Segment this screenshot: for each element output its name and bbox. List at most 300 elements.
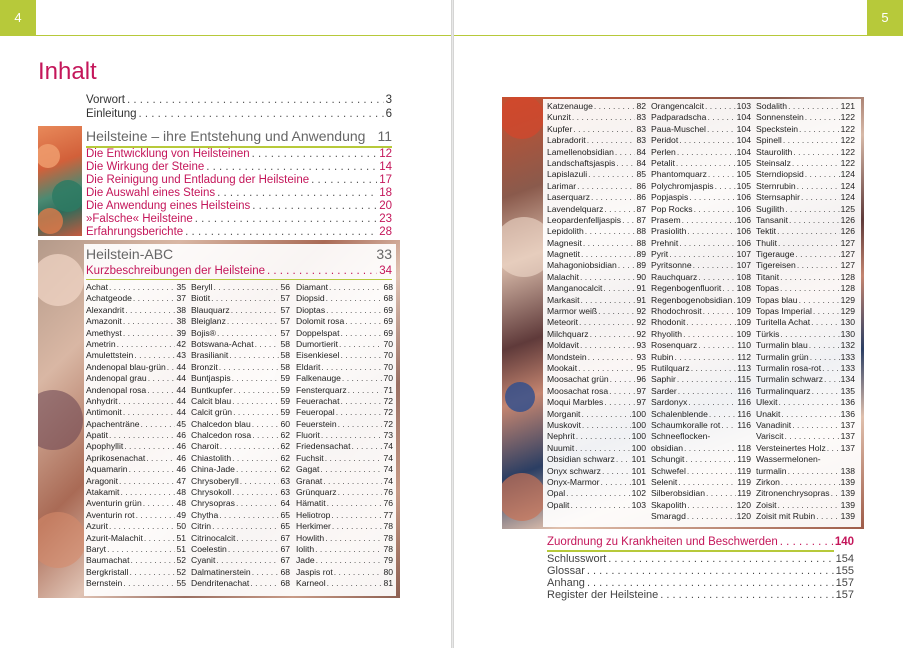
stone-index-entry[interactable] (296, 441, 393, 452)
dot-leader (580, 340, 635, 351)
stone-index-entry[interactable] (86, 533, 186, 544)
dot-leader (792, 420, 839, 431)
stone-index-entry[interactable] (756, 272, 855, 283)
stone-index-entry[interactable] (756, 181, 855, 192)
stone-index-entry[interactable] (756, 238, 855, 249)
stone-index-entry[interactable] (756, 306, 855, 317)
stone-name: Topas (756, 283, 779, 294)
stone-index-entry[interactable] (191, 373, 290, 384)
stone-index-entry[interactable] (191, 476, 290, 487)
stone-page: 84 (636, 157, 646, 168)
stone-index-entry[interactable] (296, 328, 393, 339)
dot-leader (707, 112, 735, 123)
stone-name: Lavendelquarz (547, 203, 604, 214)
stone-index-entry[interactable] (651, 500, 751, 511)
stone-index-entry[interactable] (86, 293, 186, 304)
stone-index-entry[interactable] (191, 498, 290, 509)
stone-index-entry[interactable] (547, 420, 646, 431)
stone-index-entry[interactable] (296, 578, 393, 589)
stone-index-entry[interactable] (296, 510, 393, 521)
dot-leader (778, 238, 840, 249)
stone-index-entry[interactable] (86, 328, 186, 339)
stone-index-entry[interactable] (651, 181, 751, 192)
stone-index-entry[interactable] (86, 510, 186, 521)
stone-index-entry[interactable] (191, 293, 290, 304)
stone-name: Turmalin grün (756, 351, 809, 362)
stone-index-entry[interactable] (547, 192, 646, 203)
stone-name: Titanit (756, 271, 780, 282)
stone-index-entry[interactable] (651, 317, 751, 328)
dot-leader (327, 498, 383, 509)
stone-index-entry[interactable] (547, 169, 646, 180)
toc-entry-register[interactable]: Register der Heilsteine . . . 157 (547, 589, 854, 602)
stone-index-entry[interactable] (296, 339, 393, 350)
stone-index-entry[interactable] (756, 283, 855, 294)
dot-leader (585, 226, 636, 237)
stone-name: Nephrit (547, 431, 575, 442)
stone-index-entry[interactable] (651, 226, 751, 237)
left-column-1 (86, 282, 186, 590)
stone-index-entry[interactable] (86, 521, 186, 532)
stone-index-entry[interactable] (756, 397, 855, 408)
stone-index-entry[interactable] (191, 396, 290, 407)
toc-entry-erfahrung[interactable]: Erfahrungsberichte . . . 28 (86, 226, 392, 239)
toc-entry-anhang[interactable]: Anhang . . . 157 (547, 577, 854, 590)
stone-page: 133 (840, 362, 855, 373)
stone-index-entry[interactable] (547, 283, 646, 294)
stone-name: Landschaftsjaspis (547, 157, 616, 168)
stone-index-entry[interactable] (86, 555, 186, 566)
dot-leader (824, 374, 840, 385)
stone-index-entry[interactable] (86, 430, 186, 441)
stone-index-entry[interactable] (756, 204, 855, 215)
stone-index-entry[interactable] (547, 431, 646, 442)
stone-index-entry[interactable] (191, 407, 290, 418)
stone-index-entry[interactable] (86, 487, 186, 498)
stone-index-entry[interactable] (296, 453, 393, 464)
stone-page: 68 (383, 282, 393, 292)
stone-index-entry[interactable] (296, 533, 393, 544)
stone-index-entry[interactable] (547, 124, 646, 135)
stone-index-entry[interactable] (191, 328, 290, 339)
stone-index-entry[interactable] (756, 215, 855, 226)
stone-index-entry[interactable] (296, 487, 393, 498)
dot-leader (698, 272, 735, 283)
stone-index-entry[interactable] (651, 420, 751, 431)
stone-index-entry[interactable] (651, 409, 751, 420)
dot-leader (783, 135, 840, 146)
stone-index-entry[interactable] (86, 396, 186, 407)
stone-index-entry[interactable] (296, 362, 393, 373)
stone-index-entry[interactable] (191, 305, 290, 316)
stone-index-entry[interactable] (86, 282, 186, 293)
stone-name: Rubin (651, 351, 674, 362)
stone-page: 122 (840, 135, 855, 146)
stone-name: Heliotrop (296, 509, 331, 520)
stone-index-entry[interactable] (547, 329, 646, 340)
stone-index-entry[interactable] (756, 192, 855, 203)
stone-index-entry[interactable] (651, 454, 751, 465)
stone-index-entry[interactable] (756, 488, 855, 499)
stone-index-entry[interactable] (756, 352, 855, 363)
dot-leader (326, 305, 382, 316)
stone-index-entry[interactable] (296, 430, 393, 441)
section1-heading[interactable]: Heilsteine – ihre Entstehung und Anwendung 11 (86, 128, 392, 145)
stone-page: 57 (280, 316, 290, 327)
stone-index-entry[interactable] (296, 293, 393, 304)
stone-index-entry[interactable] (547, 204, 646, 215)
toc-entry-anwendung[interactable]: Die Anwendung eines Heilsteins . . . 20 (86, 200, 392, 213)
toc-entry-einleitung[interactable]: Einleitung . . . 6 (86, 108, 392, 121)
stone-page: 55 (176, 578, 186, 589)
dot-leader (338, 419, 383, 430)
stone-index-entry[interactable] (651, 363, 751, 374)
stone-page: 137 (840, 431, 855, 442)
stone-page: 43 (176, 350, 186, 361)
stone-name: Ulexit (756, 397, 778, 408)
stone-index-entry[interactable] (651, 260, 751, 271)
stone-index-entry[interactable] (86, 362, 186, 373)
dot-leader (117, 339, 176, 350)
stone-index-entry[interactable] (86, 476, 186, 487)
stone-index-entry[interactable] (86, 544, 186, 555)
stone-index-entry[interactable] (547, 454, 646, 465)
stone-page: 92 (636, 328, 646, 339)
toc-entry-vorwort[interactable]: Vorwort . . . 3 (86, 94, 392, 107)
stone-index-entry[interactable] (756, 420, 855, 431)
stone-index-entry[interactable] (756, 147, 855, 158)
stone-name: Aquamarin (86, 464, 128, 475)
dot-leader (801, 192, 840, 203)
stone-index-entry[interactable] (651, 169, 751, 180)
stone-name: Aventurin rot (86, 509, 135, 520)
stone-name: Diopsid (296, 293, 325, 304)
stone-index-entry[interactable] (547, 466, 646, 477)
stone-index-entry[interactable] (651, 466, 751, 477)
stone-index-entry[interactable] (191, 464, 290, 475)
stone-index-entry[interactable] (756, 317, 855, 328)
stone-index-entry[interactable] (547, 295, 646, 306)
stone-page: 89 (636, 249, 646, 260)
stone-name: Kupfer (547, 123, 573, 134)
stone-index-entry[interactable] (756, 500, 855, 511)
stone-index-entry[interactable] (756, 158, 855, 169)
stone-index-entry[interactable] (756, 340, 855, 351)
stone-index-entry[interactable] (86, 578, 186, 589)
section2-subtitle[interactable]: Kurzbeschreibungen der Heilsteine . . . 34 (86, 265, 392, 278)
stone-index-entry[interactable] (191, 555, 290, 566)
stone-page: 108 (736, 271, 751, 282)
stone-index-entry[interactable] (547, 443, 646, 454)
stone-index-entry[interactable] (86, 498, 186, 509)
dot-leader (216, 555, 279, 566)
stone-index-entry[interactable] (756, 124, 855, 135)
dot-leader (707, 124, 736, 135)
stone-index-entry[interactable] (756, 431, 855, 442)
stone-name: Chytha (191, 509, 219, 520)
stone-index-entry[interactable] (191, 419, 290, 430)
dot-leader (788, 101, 840, 112)
stone-index-entry[interactable] (547, 488, 646, 499)
stone-index-entry[interactable] (296, 419, 393, 430)
stone-index-entry[interactable] (296, 567, 393, 578)
stone-index-entry[interactable] (651, 204, 751, 215)
stone-index-entry[interactable] (651, 238, 751, 249)
stone-index-entry[interactable] (191, 316, 290, 327)
stone-index-entry[interactable] (756, 169, 855, 180)
stone-index-entry[interactable] (547, 500, 646, 511)
toc-entry-entwicklung[interactable]: Die Entwicklung von Heilsteinen . . . 12 (86, 148, 392, 161)
stone-index-entry[interactable] (651, 192, 751, 203)
stone-index-entry[interactable] (547, 386, 646, 397)
dot-leader (601, 477, 631, 488)
stone-index-entry[interactable] (191, 544, 290, 555)
stone-index-entry[interactable] (296, 385, 393, 396)
stone-index-entry[interactable] (547, 112, 646, 123)
stone-index-entry[interactable] (86, 453, 186, 464)
right-column-3 (756, 101, 855, 522)
stone-index-entry[interactable] (547, 477, 646, 488)
stone-name: Variscit (756, 431, 784, 442)
dot-leader (119, 396, 176, 407)
stone-index-entry[interactable] (756, 409, 855, 420)
stone-index-entry[interactable] (756, 477, 855, 488)
toc-entry-auswahl[interactable]: Die Auswahl eines Steins . . . 18 (86, 187, 392, 200)
stone-page: 57 (280, 293, 290, 304)
dot-leader (604, 204, 635, 215)
stone-index-entry[interactable] (86, 567, 186, 578)
stone-index-entry[interactable] (756, 443, 855, 454)
dot-leader (146, 453, 175, 464)
toc-entry-reinigung[interactable]: Die Reinigung und Entladung der Heilsteine . . . 17 (86, 174, 392, 187)
dot-leader (809, 340, 840, 351)
stone-index-entry[interactable] (191, 430, 290, 441)
stone-page: 88 (636, 237, 646, 248)
dot-leader (682, 215, 736, 226)
stone-index-entry[interactable] (756, 454, 855, 477)
dot-leader (813, 306, 840, 317)
stone-index-entry[interactable] (296, 521, 393, 532)
stone-index-entry[interactable] (86, 373, 186, 384)
dot-leader (136, 510, 176, 521)
stone-page: 80 (383, 566, 393, 577)
stone-index-entry[interactable] (547, 306, 646, 317)
stone-index-entry[interactable] (296, 305, 393, 316)
stone-index-entry[interactable] (86, 316, 186, 327)
stone-index-entry[interactable] (86, 385, 186, 396)
stone-index-entry[interactable] (547, 409, 646, 420)
stone-index-entry[interactable] (547, 158, 646, 169)
stone-index-entry[interactable] (651, 124, 751, 135)
stone-index-entry[interactable] (756, 386, 855, 397)
stone-index-entry[interactable] (86, 305, 186, 316)
stone-name: Muskovit (547, 419, 581, 430)
stone-index-entry[interactable] (547, 397, 646, 408)
stone-index-entry[interactable] (547, 181, 646, 192)
stone-index-entry[interactable] (547, 101, 646, 112)
stone-index-entry[interactable] (191, 441, 290, 452)
dot-leader (123, 407, 176, 418)
stone-index-entry[interactable] (191, 362, 290, 373)
stone-name: Fuchsit (296, 452, 324, 463)
stone-index-entry[interactable] (86, 464, 186, 475)
stone-index-entry[interactable] (296, 282, 393, 293)
stone-page: 64 (280, 498, 290, 509)
stone-index-entry[interactable] (296, 373, 393, 384)
stone-index-entry[interactable] (547, 238, 646, 249)
stone-index-entry[interactable] (547, 147, 646, 158)
stone-index-entry[interactable] (191, 282, 290, 293)
stone-index-entry[interactable] (547, 249, 646, 260)
stone-index-entry[interactable] (756, 295, 855, 306)
stone-page: 68 (280, 578, 290, 589)
stone-index-entry[interactable] (651, 306, 751, 317)
stone-index-entry[interactable] (86, 350, 186, 361)
stone-index-entry[interactable] (651, 135, 751, 146)
stone-index-entry[interactable] (651, 431, 751, 454)
stone-index-entry[interactable] (756, 329, 855, 340)
stone-index-entry[interactable] (296, 544, 393, 555)
stone-index-entry[interactable] (756, 135, 855, 146)
stone-index-entry[interactable] (756, 112, 855, 123)
stone-index-entry[interactable] (296, 316, 393, 327)
dot-leader (677, 374, 736, 385)
stone-index-entry[interactable] (756, 249, 855, 260)
stone-page: 96 (636, 374, 646, 385)
stone-index-entry[interactable] (86, 441, 186, 452)
stone-index-entry[interactable] (296, 407, 393, 418)
stone-index-entry[interactable] (296, 396, 393, 407)
section2-heading[interactable]: Heilstein-ABC 33 (86, 246, 392, 262)
stone-index-entry[interactable] (296, 498, 393, 509)
stone-index-entry[interactable] (651, 329, 751, 340)
dot-leader (236, 464, 279, 475)
stone-page: 137 (840, 442, 855, 453)
stone-page: 88 (636, 226, 646, 237)
dot-leader (147, 385, 175, 396)
stone-index-entry[interactable] (191, 510, 290, 521)
stone-index-entry[interactable] (547, 272, 646, 283)
dot-leader (831, 488, 840, 499)
stone-index-entry[interactable] (756, 363, 855, 374)
stone-index-entry[interactable] (191, 385, 290, 396)
stone-index-entry[interactable] (651, 283, 751, 294)
toc-entry-wirkung[interactable]: Die Wirkung der Steine . . . 14 (86, 161, 392, 174)
stone-index-entry[interactable] (756, 101, 855, 112)
stone-index-entry[interactable] (651, 488, 751, 499)
toc-entry-glossar[interactable]: Glossar . . . 155 (547, 565, 854, 578)
dot-leader (575, 443, 630, 454)
dot-leader (326, 293, 383, 304)
stone-index-entry[interactable] (191, 339, 290, 350)
stone-name: Prehnit (651, 237, 679, 248)
stone-index-entry[interactable] (651, 215, 751, 226)
dot-leader (598, 306, 635, 317)
stone-index-entry[interactable] (296, 464, 393, 475)
stone-index-entry[interactable] (651, 352, 751, 363)
stone-index-entry[interactable] (191, 533, 290, 544)
stone-index-entry[interactable] (296, 476, 393, 487)
stone-page: 71 (383, 384, 393, 395)
dot-leader (785, 204, 839, 215)
stone-page: 72 (383, 395, 393, 406)
stone-index-entry[interactable] (191, 578, 290, 589)
stone-index-entry[interactable] (547, 340, 646, 351)
stone-index-entry[interactable] (651, 374, 751, 385)
toc-entry-zuordnung[interactable]: Zuordnung zu Krankheiten und Beschwerden . . . 140 (547, 536, 854, 549)
stone-index-entry[interactable] (756, 226, 855, 237)
stone-name: Diamant (296, 282, 328, 292)
stone-index-entry[interactable] (756, 511, 855, 522)
stone-name: Turmalinquarz (756, 385, 811, 396)
stone-index-entry[interactable] (651, 386, 751, 397)
stone-index-entry[interactable] (651, 112, 751, 123)
stone-name: Markasit (547, 294, 580, 305)
stone-page: 122 (840, 157, 855, 168)
stone-name: Zirkon (756, 476, 780, 487)
dot-leader (582, 420, 631, 431)
dot-leader (779, 397, 840, 408)
stone-index-entry[interactable] (547, 352, 646, 363)
stone-index-entry[interactable] (296, 350, 393, 361)
stone-index-entry[interactable] (651, 158, 751, 169)
stone-index-entry[interactable] (191, 350, 290, 361)
stone-index-entry[interactable] (651, 147, 751, 158)
stone-index-entry[interactable] (547, 260, 646, 271)
stone-index-entry[interactable] (651, 340, 751, 351)
section1-stones-illustration (38, 126, 82, 236)
stone-page: 106 (736, 192, 751, 203)
stone-index-entry[interactable] (191, 453, 290, 464)
stone-name: Wassermelonen- (756, 454, 821, 465)
stone-name: Baryt (86, 543, 107, 554)
stone-name: Andenopal rosa (86, 384, 147, 395)
stone-name: Citrin (191, 521, 212, 532)
dot-leader (583, 238, 636, 249)
stone-index-entry[interactable] (756, 374, 855, 385)
stone-index-entry[interactable] (86, 407, 186, 418)
stone-index-entry[interactable] (86, 339, 186, 350)
stone-page: 95 (636, 362, 646, 373)
stone-index-entry[interactable] (756, 260, 855, 271)
stone-index-entry[interactable] (651, 397, 751, 408)
stone-index-entry[interactable] (191, 521, 290, 532)
stone-index-entry[interactable] (547, 363, 646, 374)
stone-index-entry[interactable] (651, 477, 751, 488)
stone-page: 101 (631, 476, 646, 487)
stone-index-entry[interactable] (651, 249, 751, 260)
dot-leader (323, 476, 382, 487)
toc-entry-schlusswort[interactable]: Schlusswort . . . 154 (547, 553, 854, 566)
stone-index-entry[interactable] (547, 215, 646, 226)
stone-index-entry[interactable] (547, 374, 646, 385)
stone-index-entry[interactable] (191, 487, 290, 498)
stone-index-entry[interactable] (651, 101, 751, 112)
toc-entry-falsche[interactable]: »Falsche« Heilsteine . . . 23 (86, 213, 392, 226)
stone-index-entry[interactable] (86, 419, 186, 430)
stone-page: 105 (736, 157, 751, 168)
stone-index-entry[interactable] (651, 272, 751, 283)
stone-name: Moosachat rosa (547, 385, 609, 396)
stone-index-entry[interactable] (547, 226, 646, 237)
stone-page: 91 (636, 283, 646, 294)
stone-index-entry[interactable] (547, 135, 646, 146)
stone-index-entry[interactable] (191, 567, 290, 578)
stone-index-entry[interactable] (651, 511, 751, 522)
stone-index-entry[interactable] (547, 317, 646, 328)
stone-index-entry[interactable] (651, 295, 751, 306)
stone-index-entry[interactable] (296, 555, 393, 566)
